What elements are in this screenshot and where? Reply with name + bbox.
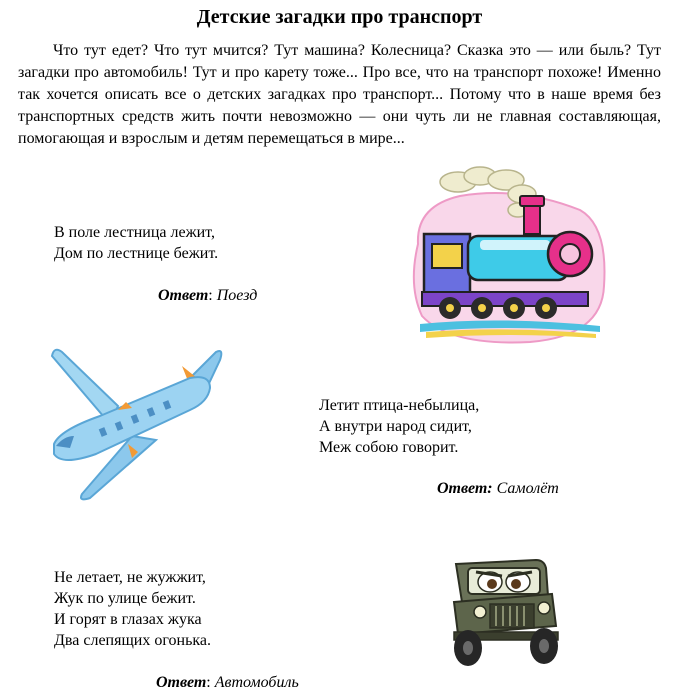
riddle-2-poem <box>319 395 479 458</box>
riddle-3-line: И горят в глазах жука <box>54 611 202 628</box>
train-icon <box>410 166 610 346</box>
riddle-2-line: А внутри народ сидит, <box>319 418 472 435</box>
answer-text: Самолёт <box>492 480 559 497</box>
answer-label: Ответ <box>156 674 207 691</box>
riddle-2-answer <box>437 480 559 498</box>
riddle-2-line: Меж собою говорит. <box>319 439 459 456</box>
riddle-3-line: Не летает, не жужжит, <box>54 569 206 586</box>
riddle-1-answer <box>158 287 257 305</box>
riddle-1-line: В поле лестница лежит, <box>54 224 215 241</box>
riddle-3-line: Жук по улице бежит. <box>54 590 196 607</box>
answer-label: Ответ <box>158 287 209 304</box>
intro-paragraph: Что тут едет? Что тут мчится? Тут машина? Колесница? Сказка это — или быль? Тут загадки про автомобиль! Тут и про карету тоже... Про все, что на транспорт похоже! Именно так хочется описать все о детских загадках про транспорт... Потому что в наше время без транспортных средств жить почти невозможно — они чуть ли не главная составляющая, помогающая и взрослым и детям перемещаться в мире... <box>18 42 661 147</box>
page-title: Детские загадки про транспорт <box>196 6 483 28</box>
answer-colon: : <box>206 674 211 691</box>
riddle-3-poem <box>54 567 211 651</box>
answer-text: Поезд <box>212 287 258 304</box>
jeep-icon <box>440 556 562 668</box>
riddle-1-line: Дом по лестнице бежит. <box>54 245 219 262</box>
riddle-3-line: Два слепящих огонька. <box>54 632 212 649</box>
riddle-1-poem <box>54 222 218 264</box>
riddle-2-line: Летит птица-небылица, <box>319 397 480 414</box>
answer-text: Автомобиль <box>210 674 299 691</box>
airplane-icon <box>40 344 226 504</box>
answer-colon: : <box>208 287 213 304</box>
riddle-3-answer <box>156 674 299 692</box>
answer-label: Ответ: <box>437 480 493 497</box>
